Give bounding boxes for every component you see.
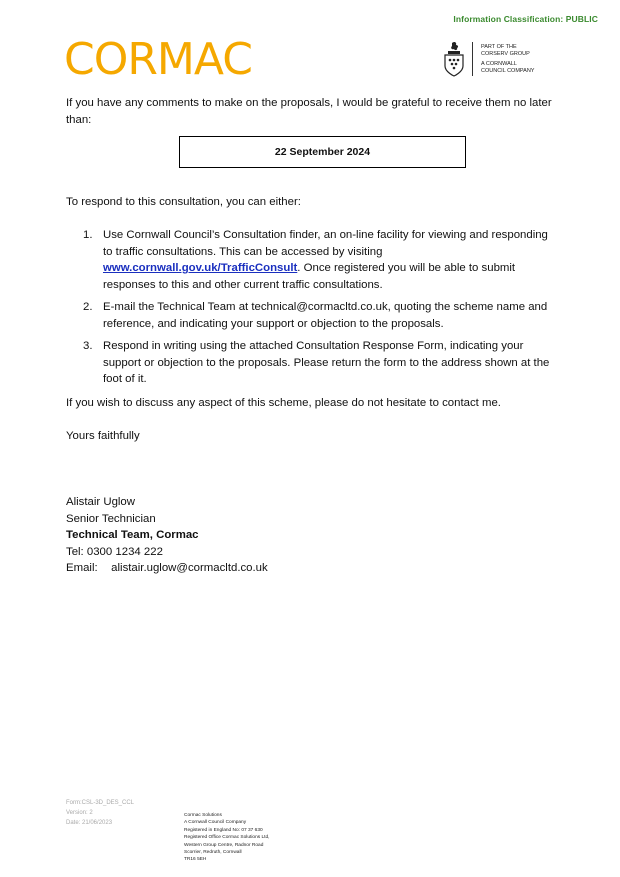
classification-label: Information Classification: PUBLIC xyxy=(453,14,598,24)
form-metadata xyxy=(66,798,134,828)
list-number: 1. xyxy=(83,229,93,241)
signatory-email-row xyxy=(66,560,268,577)
deadline-date: 22 September 2024 xyxy=(274,146,371,158)
signatory-name: Alistair Uglow xyxy=(66,496,135,508)
signatory-tel: Tel: 0300 1234 222 xyxy=(66,545,163,558)
list-item xyxy=(66,227,556,293)
option-text: . Once registered you will be able to submit responses to this and other current traffic consultations. xyxy=(103,262,516,291)
list-item xyxy=(66,338,556,388)
group-line: CORSERV GROUP xyxy=(481,51,530,58)
discuss-paragraph: If you wish to discuss any aspect of this scheme, please do not hesitate to contact me. xyxy=(66,397,501,409)
option-text: Use Cornwall Council’s Consultation finder, an on-line facility for viewing and responding to traffic consultations. This can be accessed by visiting xyxy=(103,229,548,258)
company-line: Scorrier, Redruth, Cornwall xyxy=(184,850,242,856)
signatory-team: Technical Team, Cormac xyxy=(66,529,199,541)
respond-intro: To respond to this consultation, you can either: xyxy=(66,196,301,208)
option-text: Respond in writing using the attached Consultation Response Form, indicating your support or objection to the proposals. Please return the form to the address shown at the foot of it. xyxy=(103,340,550,385)
group-line: PART OF THE xyxy=(481,44,517,50)
signatory-role: Senior Technician xyxy=(66,512,156,525)
group-affiliation xyxy=(481,44,534,75)
group-line: A CORNWALL xyxy=(481,60,517,67)
form-version: Version: 2 xyxy=(66,810,93,816)
header-divider xyxy=(472,42,473,76)
response-options-list xyxy=(66,227,556,394)
form-ref: Form:CSL-3D_DES_CCL xyxy=(66,800,135,806)
intro-paragraph: If you have any comments to make on the proposals, I would be grateful to receive them no later than: xyxy=(66,97,552,126)
list-item xyxy=(66,299,556,332)
company-line: A Cornwall Council Company xyxy=(184,820,247,826)
cormac-logo: CORMAC xyxy=(64,34,252,85)
signature-block xyxy=(66,494,268,577)
company-line: Registered Office Cormac Solutions Ltd, xyxy=(184,835,270,841)
cornwall-crest-icon xyxy=(443,40,465,78)
list-number: 3. xyxy=(83,340,93,352)
option-text: E-mail the Technical Team at technical@cormacltd.co.uk, quoting the scheme name and reference, and indicating your support or objection to the proposals. xyxy=(103,301,548,330)
company-line: Registered in England No: 07 37 630 xyxy=(184,827,263,833)
company-line: Western Group Centre, Radnor Road xyxy=(184,842,264,848)
company-line: Cormac Solutions xyxy=(184,813,222,818)
signatory-email: alistair.uglow@cormacltd.co.uk xyxy=(111,562,268,574)
company-line: TR16 5EH xyxy=(184,857,207,863)
deadline-date-box xyxy=(179,136,466,168)
form-date: Date: 21/06/2023 xyxy=(66,820,113,826)
traffic-consult-link[interactable]: www.cornwall.gov.uk/TrafficConsult xyxy=(103,262,298,274)
list-number: 2. xyxy=(83,301,93,313)
email-label: Email: xyxy=(66,562,98,574)
group-line: COUNCIL COMPANY xyxy=(481,67,535,74)
closing-salutation: Yours faithfully xyxy=(66,430,140,442)
company-registration-info xyxy=(184,812,270,864)
